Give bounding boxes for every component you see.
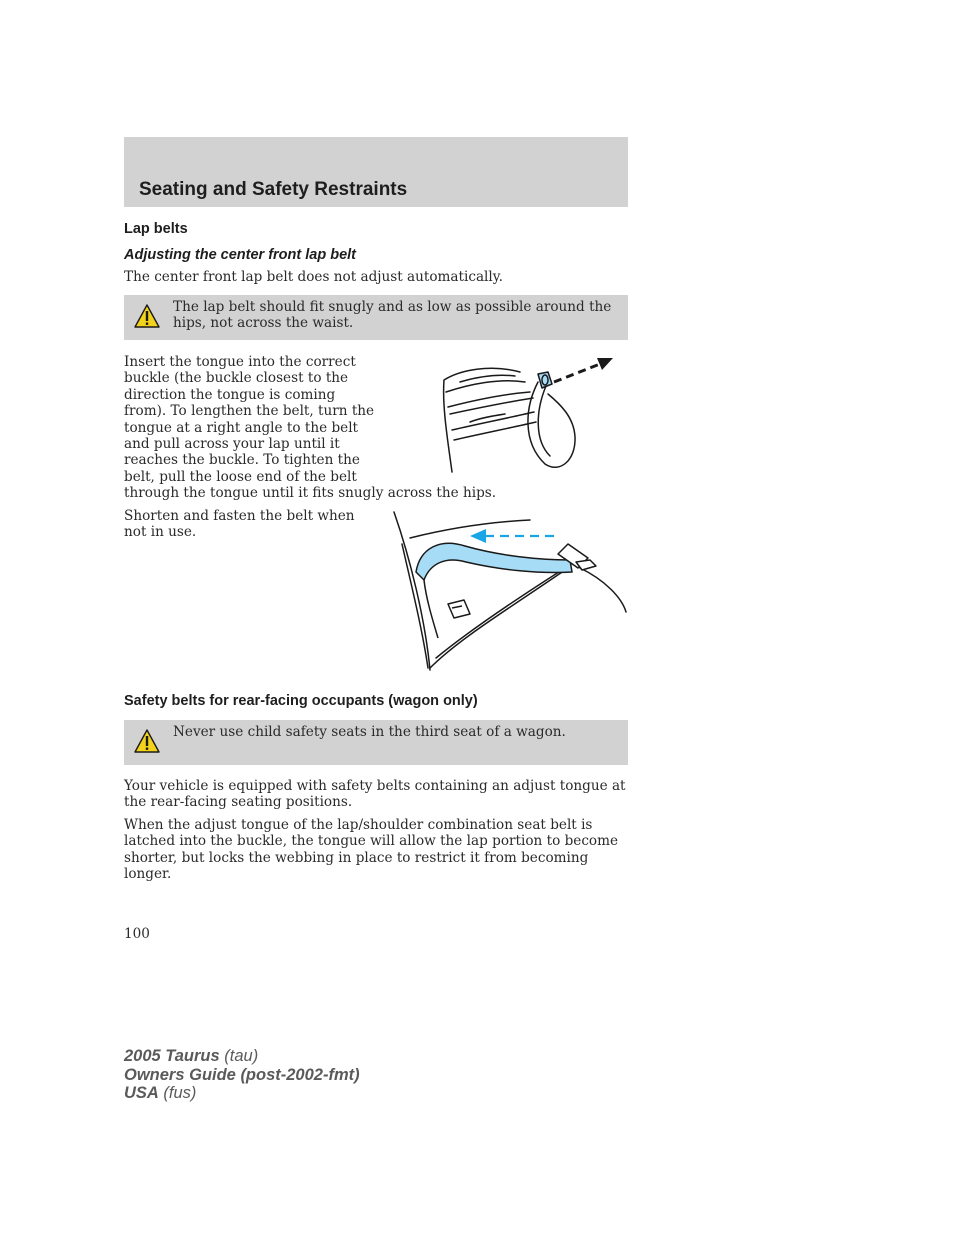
shorten-paragraph (124, 508, 374, 541)
footer-market-code: (fus) (158, 1084, 197, 1102)
equipped-paragraph: Your vehicle is equipped with safety belts containing an adjust tongue at the rear-facing seating positions. (124, 778, 626, 811)
belt-lengthen-illustration (430, 352, 630, 476)
text-line: Insert the tongue into the correct (124, 354, 356, 370)
footer-line-market (124, 1084, 360, 1103)
footer-market: USA (124, 1084, 159, 1102)
footer-guide: Owners Guide (post-2002-fmt) (124, 1065, 360, 1084)
lap-belts-heading: Lap belts (124, 221, 188, 237)
warning-text-lap-belt: The lap belt should fit snugly and as low as possible around the hips, not across the waist. (173, 299, 612, 332)
document-footer (124, 1047, 360, 1103)
text-line: belt, pull the loose end of the belt (124, 468, 357, 485)
rear-facing-heading: Safety belts for rear-facing occupants (wagon only) (124, 693, 478, 709)
footer-model-code: (tau) (219, 1047, 259, 1065)
warning-box-wagon (124, 720, 628, 765)
text-line: direction the tongue is coming (124, 386, 336, 403)
adjusting-heading: Adjusting the center front lap belt (124, 247, 357, 263)
adjusting-intro-text: The center front lap belt does not adjust automatically. (124, 269, 503, 285)
text-line: buckle (the buckle closest to the (124, 370, 349, 387)
adjust-tongue-paragraph: When the adjust tongue of the lap/shoulder combination seat belt is latched into the buckle, the tongue will allow the lap portion to become shorter, but locks the webbing in place to restrict it from becoming longer. (124, 817, 619, 883)
text-line: Shorten and fasten the belt when (124, 508, 355, 524)
footer-model: 2005 Taurus (124, 1047, 220, 1065)
belt-shorten-illustration (390, 508, 630, 674)
text-line: tongue at a right angle to the belt (124, 419, 359, 436)
warning-triangle-icon (133, 303, 161, 329)
text-line: and pull across your lap until it (124, 436, 340, 453)
footer-line-guide (124, 1066, 360, 1085)
warning-triangle-icon (133, 728, 161, 754)
warning-box-lap-belt (124, 295, 628, 340)
warning-text-wagon: Never use child safety seats in the third seat of a wagon. (173, 724, 566, 740)
text-line: not in use. (124, 524, 197, 541)
text-line: from). To lengthen the belt, turn the (124, 403, 375, 420)
section-title: Seating and Safety Restraints (139, 179, 408, 200)
page-number: 100 (124, 926, 150, 942)
footer-line-model (124, 1047, 360, 1066)
text-line: through the tongue until it fits snugly across the hips. (124, 485, 497, 502)
text-line: reaches the buckle. To tighten the (124, 452, 360, 469)
section-header-band (124, 137, 628, 207)
